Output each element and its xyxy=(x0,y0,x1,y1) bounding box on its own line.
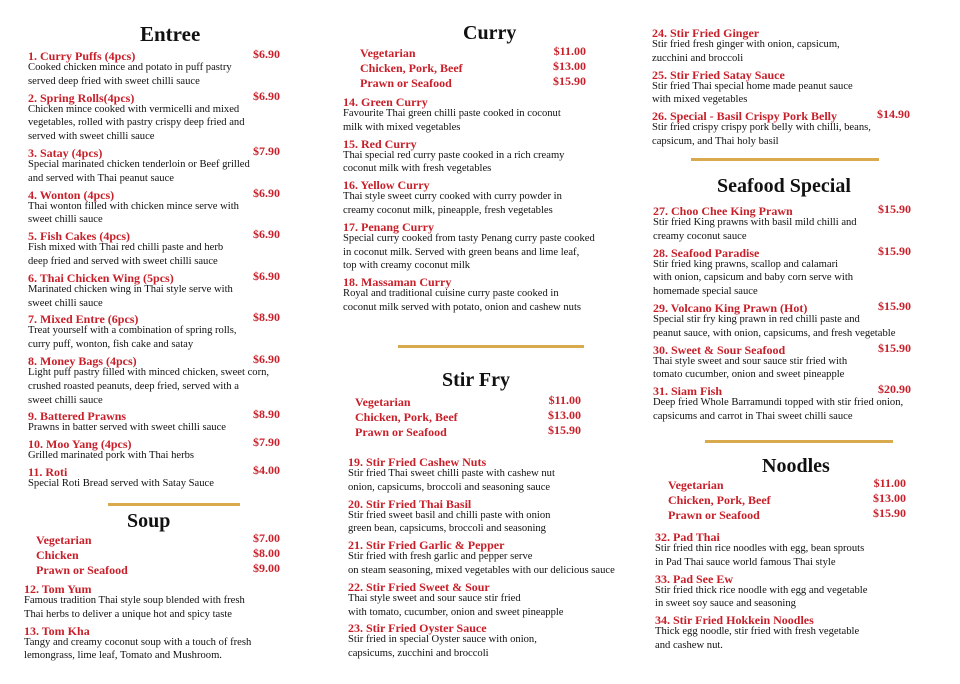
menu-item xyxy=(28,310,280,352)
option-label: Chicken, Pork, Beef xyxy=(360,61,463,75)
menu-item-header xyxy=(343,273,633,290)
option-price: $13.00 xyxy=(873,491,906,505)
item-description: sweet chilli sauce xyxy=(28,297,103,309)
menu-item-header xyxy=(348,453,638,467)
menu-item-header xyxy=(343,93,633,107)
item-description: creamy coconut milk, pineapple, fresh vegetables xyxy=(343,204,553,216)
price-option xyxy=(668,491,906,506)
price-option xyxy=(36,531,280,546)
price-option xyxy=(36,561,280,576)
menu-item-header xyxy=(28,435,280,452)
menu-item xyxy=(653,202,911,244)
item-description: capsicums, zucchini and broccoli xyxy=(348,648,489,660)
item-name: 13. Tom Kha xyxy=(24,623,90,638)
item-description: Special curry cooked from tasty Penang curry paste cooked xyxy=(343,232,595,244)
entree-list xyxy=(28,47,280,491)
item-name: 32. Pad Thai xyxy=(655,530,720,544)
option-label: Chicken, Pork, Beef xyxy=(668,493,771,507)
item-description: capsicum, and Thai holy basil xyxy=(652,135,779,147)
item-price: $7.90 xyxy=(253,143,280,158)
soup-heading: Soup xyxy=(127,510,171,532)
item-name: 22. Stir Fried Sweet & Sour xyxy=(348,579,490,594)
item-description: in sweet soy sauce and seasoning xyxy=(655,598,796,610)
item-name: 16. Yellow Curry xyxy=(343,178,430,193)
item-name: 27. Choo Chee King Prawn xyxy=(653,204,793,218)
option-label: Prawn or Seafood xyxy=(360,76,452,90)
divider xyxy=(398,345,584,348)
noodles-heading: Noodles xyxy=(762,455,830,477)
option-label: Prawn or Seafood xyxy=(36,563,128,577)
price-option xyxy=(355,423,581,438)
item-name: 9. Battered Prawns xyxy=(28,409,127,424)
stirfry-items xyxy=(348,453,638,661)
item-description: Fish mixed with Thai red chilli paste and herb xyxy=(28,242,224,254)
menu-item-header xyxy=(28,227,280,244)
item-name: 34. Stir Fried Hokkein Noodles xyxy=(655,613,814,628)
menu-item-header xyxy=(343,135,633,149)
menu-item xyxy=(652,107,910,149)
soup-items xyxy=(24,580,284,663)
item-description: Thai style sweet and sour sauce stir fried with xyxy=(653,355,848,367)
option-label: Prawn or Seafood xyxy=(668,508,760,522)
item-price: $6.90 xyxy=(253,227,280,242)
item-description: in Pad Thai sauce world famous Thai style xyxy=(655,556,836,568)
item-price: $15.90 xyxy=(878,243,911,258)
item-description: coconut milk served with potato, onion and cashew nuts xyxy=(343,301,582,313)
menu-item-header xyxy=(28,269,280,283)
item-name: 33. Pad See Ew xyxy=(655,571,733,586)
item-description: Special stir fry king prawn in red chilli paste and xyxy=(653,313,860,325)
menu-item-header xyxy=(348,495,638,509)
menu-item-header xyxy=(655,570,913,584)
menu-item xyxy=(343,135,633,177)
curry-items xyxy=(343,93,633,315)
item-description: in coconut milk. Served with green beans and lime leaf, xyxy=(343,246,580,258)
stirfry-continued xyxy=(652,24,910,149)
item-description: Tangy and creamy coconut soup with a touch of fresh xyxy=(24,636,252,648)
option-label: Chicken xyxy=(36,548,79,562)
item-description: tomato cucumber, onion and sweet pineapple xyxy=(653,369,845,381)
menu-item xyxy=(28,463,280,491)
item-description: Thai style sweet and sour sauce stir fried xyxy=(348,592,521,604)
item-description: Stir fried King prawns with basil mild chilli and xyxy=(653,217,857,228)
item-description: Stir fried in special Oyster sauce with onion, xyxy=(348,634,537,646)
item-description: Stir fried fresh ginger with onion, capsicum, xyxy=(652,39,840,50)
menu-item xyxy=(343,93,633,135)
item-description: Thai herbs to deliver a unique hot and spicy taste xyxy=(24,608,232,620)
item-description: homemade special sauce xyxy=(653,286,758,298)
item-description: green bean, capsicums, broccoli and seasoning xyxy=(348,523,546,535)
menu-item xyxy=(28,89,280,144)
price-option xyxy=(355,408,581,423)
item-description: with onion, capsicum and baby corn serve with xyxy=(653,272,854,284)
item-description: sweet chilli sauce xyxy=(28,394,103,406)
item-name: 10. Moo Yang (4pcs) xyxy=(28,437,132,452)
item-name: 30. Sweet & Sour Seafood xyxy=(653,342,786,357)
item-description: coconut milk with fresh vegetables xyxy=(343,163,492,175)
item-description: on steam seasoning, mixed vegetables with our delicious sauce xyxy=(348,564,615,576)
option-label: Vegetarian xyxy=(668,478,724,492)
item-description: Stir fried thick rice noodle with egg and vegetable xyxy=(655,584,868,596)
item-description: capsicums and carrot in Thai sweet chilli sauce xyxy=(653,410,853,422)
item-price: $8.90 xyxy=(253,407,280,422)
item-description: lemongrass, lime leaf, Tomato and Mushroom. xyxy=(24,650,222,662)
option-price: $15.90 xyxy=(553,74,586,88)
menu-item-header xyxy=(24,622,284,636)
divider xyxy=(108,503,240,506)
item-name: 25. Stir Fried Satay Sauce xyxy=(652,67,785,82)
item-description: zucchini and broccoli xyxy=(652,52,744,64)
item-description: milk with mixed vegetables xyxy=(343,121,461,133)
menu-item-header xyxy=(28,186,280,200)
menu-item xyxy=(28,144,280,186)
item-description: Stir fried with fresh garlic and pepper serve xyxy=(348,551,533,563)
price-option xyxy=(668,476,906,491)
item-description: Royal and traditional cuisine curry paste cooked in xyxy=(343,288,559,300)
item-description: and served with Thai peanut sauce xyxy=(28,172,175,184)
item-description: Famous tradition Thai style soup blended with fresh xyxy=(24,595,245,606)
item-description: Marinated chicken wing in Thai style serve with xyxy=(28,283,233,295)
item-price: $6.90 xyxy=(253,185,280,200)
item-name: 12. Tom Yum xyxy=(24,582,92,596)
menu-item xyxy=(652,24,910,66)
menu-item-header xyxy=(28,144,280,158)
item-name: 26. Special - Basil Crispy Pork Belly xyxy=(652,109,838,124)
item-description: Grilled marinated pork with Thai herbs xyxy=(28,450,195,462)
menu-item-header xyxy=(653,341,911,355)
item-price: $15.90 xyxy=(878,298,911,313)
menu-item-header xyxy=(653,244,911,258)
item-description: Stir fried thin rice noodles with egg, bean sprouts xyxy=(655,543,865,554)
item-name: 3. Satay (4pcs) xyxy=(28,145,103,160)
option-price: $11.00 xyxy=(548,393,581,407)
menu-item-header xyxy=(652,107,910,124)
option-price: $9.00 xyxy=(253,561,280,575)
item-description: Stir fried crispy crispy pork belly with chilli, beans, xyxy=(652,122,871,134)
menu-item-header xyxy=(28,310,280,327)
menu-item-header xyxy=(28,463,280,477)
menu-item xyxy=(343,176,633,218)
item-name: 14. Green Curry xyxy=(343,95,428,109)
item-name: 5. Fish Cakes (4pcs) xyxy=(28,229,131,244)
item-price: $7.90 xyxy=(253,435,280,450)
menu-item xyxy=(348,495,638,537)
item-description: Light puff pastry filled with minced chicken, sweet corn, xyxy=(28,366,270,378)
item-price: $8.90 xyxy=(253,310,280,325)
menu-item xyxy=(28,227,280,269)
menu-item-header xyxy=(343,176,633,193)
menu-item-header xyxy=(653,382,911,399)
divider xyxy=(705,440,893,443)
item-name: 1. Curry Puffs (4pcs) xyxy=(28,49,136,63)
item-description: Chicken mince cooked with vermicelli and mixed xyxy=(28,103,240,115)
item-description: Treat yourself with a combination of spring rolls, xyxy=(28,325,237,337)
menu-item xyxy=(655,611,913,653)
noodles-items xyxy=(655,528,913,653)
price-option xyxy=(360,74,586,89)
item-description: creamy coconut sauce xyxy=(653,230,747,242)
menu-item xyxy=(28,269,280,311)
item-price: $6.90 xyxy=(253,351,280,366)
menu-item xyxy=(28,47,280,89)
menu-item xyxy=(655,570,913,612)
item-description: Prawns in batter served with sweet chilli sauce xyxy=(28,422,226,434)
menu-item xyxy=(653,244,911,299)
seafood-items xyxy=(653,202,911,424)
item-name: 20. Stir Fried Thai Basil xyxy=(348,496,472,511)
menu-item-header xyxy=(652,24,910,38)
item-description: and cashew nut. xyxy=(655,639,723,651)
option-price: $11.00 xyxy=(553,44,586,58)
price-option xyxy=(36,546,280,561)
option-label: Vegetarian xyxy=(36,533,92,547)
item-price: $6.90 xyxy=(253,88,280,103)
item-description: served with sweet chilli sauce xyxy=(28,131,155,143)
menu-item xyxy=(343,218,633,273)
price-option xyxy=(355,393,581,408)
item-description: Stir fried sweet basil and chilli paste with onion xyxy=(348,509,551,521)
curry-options xyxy=(360,44,586,89)
menu-item xyxy=(28,407,280,435)
item-name: 8. Money Bags (4pcs) xyxy=(28,353,137,368)
item-price: $6.90 xyxy=(253,268,280,283)
curry-heading: Curry xyxy=(463,22,517,44)
option-price: $8.00 xyxy=(253,546,280,560)
item-name: 24. Stir Fried Ginger xyxy=(652,26,760,40)
menu-item xyxy=(653,299,911,341)
menu-item-header xyxy=(652,66,910,80)
noodles-options xyxy=(668,476,906,521)
item-name: 29. Volcano King Prawn (Hot) xyxy=(653,300,808,315)
item-price: $6.90 xyxy=(253,47,280,61)
option-label: Chicken, Pork, Beef xyxy=(355,410,458,424)
option-label: Vegetarian xyxy=(360,46,416,60)
menu-item-header xyxy=(348,619,638,636)
menu-item-header xyxy=(653,299,911,313)
menu-item xyxy=(653,341,911,383)
menu-item-header xyxy=(348,536,638,553)
item-name: 11. Roti xyxy=(28,464,68,479)
option-label: Vegetarian xyxy=(355,395,411,409)
option-price: $13.00 xyxy=(548,408,581,422)
menu-item-header xyxy=(28,352,280,366)
item-description: Cooked chicken mince and potato in puff pastry xyxy=(28,62,232,73)
soup-options xyxy=(36,531,280,576)
item-name: 19. Stir Fried Cashew Nuts xyxy=(348,455,487,469)
option-price: $15.90 xyxy=(873,506,906,520)
item-price: $4.00 xyxy=(253,462,280,477)
menu-item xyxy=(28,352,280,407)
item-description: deep fried and served with sweet chilli sauce xyxy=(28,255,218,267)
item-description: Deep fried Whole Barramundi topped with stir fried onion, xyxy=(653,397,904,409)
item-name: 15. Red Curry xyxy=(343,136,417,151)
item-name: 17. Penang Curry xyxy=(343,219,434,234)
menu-item-header xyxy=(348,578,638,592)
item-description: top with creamy coconut milk xyxy=(343,260,471,272)
item-description: curry puff, wonton, fish cake and satay xyxy=(28,339,194,351)
menu-item-header xyxy=(653,202,911,216)
option-price: $7.00 xyxy=(253,531,280,545)
menu-item-header xyxy=(28,47,280,61)
item-price: $14.90 xyxy=(877,107,910,122)
item-description: Special marinated chicken tenderloin or Beef grilled xyxy=(28,158,250,170)
item-description: with tomato, cucumber, onion and sweet pineapple xyxy=(348,606,564,618)
item-name: 2. Spring Rolls(4pcs) xyxy=(28,90,135,105)
item-description: sweet chilli sauce xyxy=(28,214,103,226)
seafood-heading: Seafood Special xyxy=(717,175,851,197)
menu-item xyxy=(24,622,284,664)
item-name: 4. Wonton (4pcs) xyxy=(28,187,115,202)
menu-item xyxy=(343,273,633,315)
item-description: crushed roasted peanuts, deep fried, served with a xyxy=(28,380,239,392)
divider xyxy=(691,158,879,161)
option-label: Prawn or Seafood xyxy=(355,425,447,439)
item-name: 28. Seafood Paradise xyxy=(653,245,760,260)
item-description: Thai wonton filled with chicken mince serve with xyxy=(28,200,239,212)
stirfry-options xyxy=(355,393,581,438)
option-price: $13.00 xyxy=(553,59,586,73)
item-description: onion, capsicums, broccoli and seasoning sauce xyxy=(348,481,551,493)
item-description: with mixed vegetables xyxy=(652,94,748,106)
item-description: served deep fried with sweet chilli sauce xyxy=(28,75,200,87)
menu-item-header xyxy=(28,89,280,103)
menu-item xyxy=(348,619,638,661)
menu-item-header xyxy=(24,580,284,594)
menu-item xyxy=(24,580,284,622)
price-option xyxy=(360,59,586,74)
entree-heading: Entree xyxy=(140,22,201,46)
option-price: $15.90 xyxy=(548,423,581,437)
price-option xyxy=(668,506,906,521)
menu-item xyxy=(348,536,638,578)
item-description: Stir fried Thai special home made peanut sauce xyxy=(652,80,853,92)
menu-item-header xyxy=(28,407,280,424)
item-description: Thai special red curry paste cooked in a rich creamy xyxy=(343,149,565,161)
item-name: 7. Mixed Entre (6pcs) xyxy=(28,312,139,327)
menu-item-header xyxy=(343,218,633,232)
item-description: peanut sauce, with onion, capsicums, and fresh vegetable xyxy=(653,327,896,339)
item-price: $15.90 xyxy=(878,202,911,216)
item-description: Thai style sweet curry cooked with curry powder in xyxy=(343,191,562,203)
menu-item-header xyxy=(655,528,913,542)
item-price: $15.90 xyxy=(878,340,911,355)
item-description: vegetables, rolled with pastry crispy deep fried and xyxy=(28,117,245,129)
item-name: 18. Massaman Curry xyxy=(343,275,452,290)
item-name: 23. Stir Fried Oyster Sauce xyxy=(348,621,487,636)
menu-item xyxy=(655,528,913,570)
item-price: $20.90 xyxy=(878,382,911,397)
menu-item xyxy=(28,435,280,463)
item-name: 21. Stir Fried Garlic & Pepper xyxy=(348,538,505,553)
menu-item xyxy=(348,453,638,495)
item-description: Thick egg noodle, stir fried with fresh vegetable xyxy=(655,626,860,638)
item-name: 31. Siam Fish xyxy=(653,384,723,399)
option-price: $11.00 xyxy=(873,476,906,490)
menu-item xyxy=(28,186,280,228)
menu-item-header xyxy=(655,611,913,628)
price-option xyxy=(360,44,586,59)
menu-item xyxy=(652,66,910,108)
item-description: Special Roti Bread served with Satay Sauce xyxy=(28,477,214,489)
item-name: 6. Thai Chicken Wing (5pcs) xyxy=(28,270,174,285)
item-description: Stir fried Thai sweet chilli paste with cashew nut xyxy=(348,468,555,479)
item-description: Stir fried king prawns, scallop and calamari xyxy=(653,258,839,270)
menu-item xyxy=(653,382,911,424)
menu-item xyxy=(348,578,638,620)
stirfry-heading: Stir Fry xyxy=(442,369,510,391)
item-description: Favourite Thai green chilli paste cooked in coconut xyxy=(343,108,561,119)
